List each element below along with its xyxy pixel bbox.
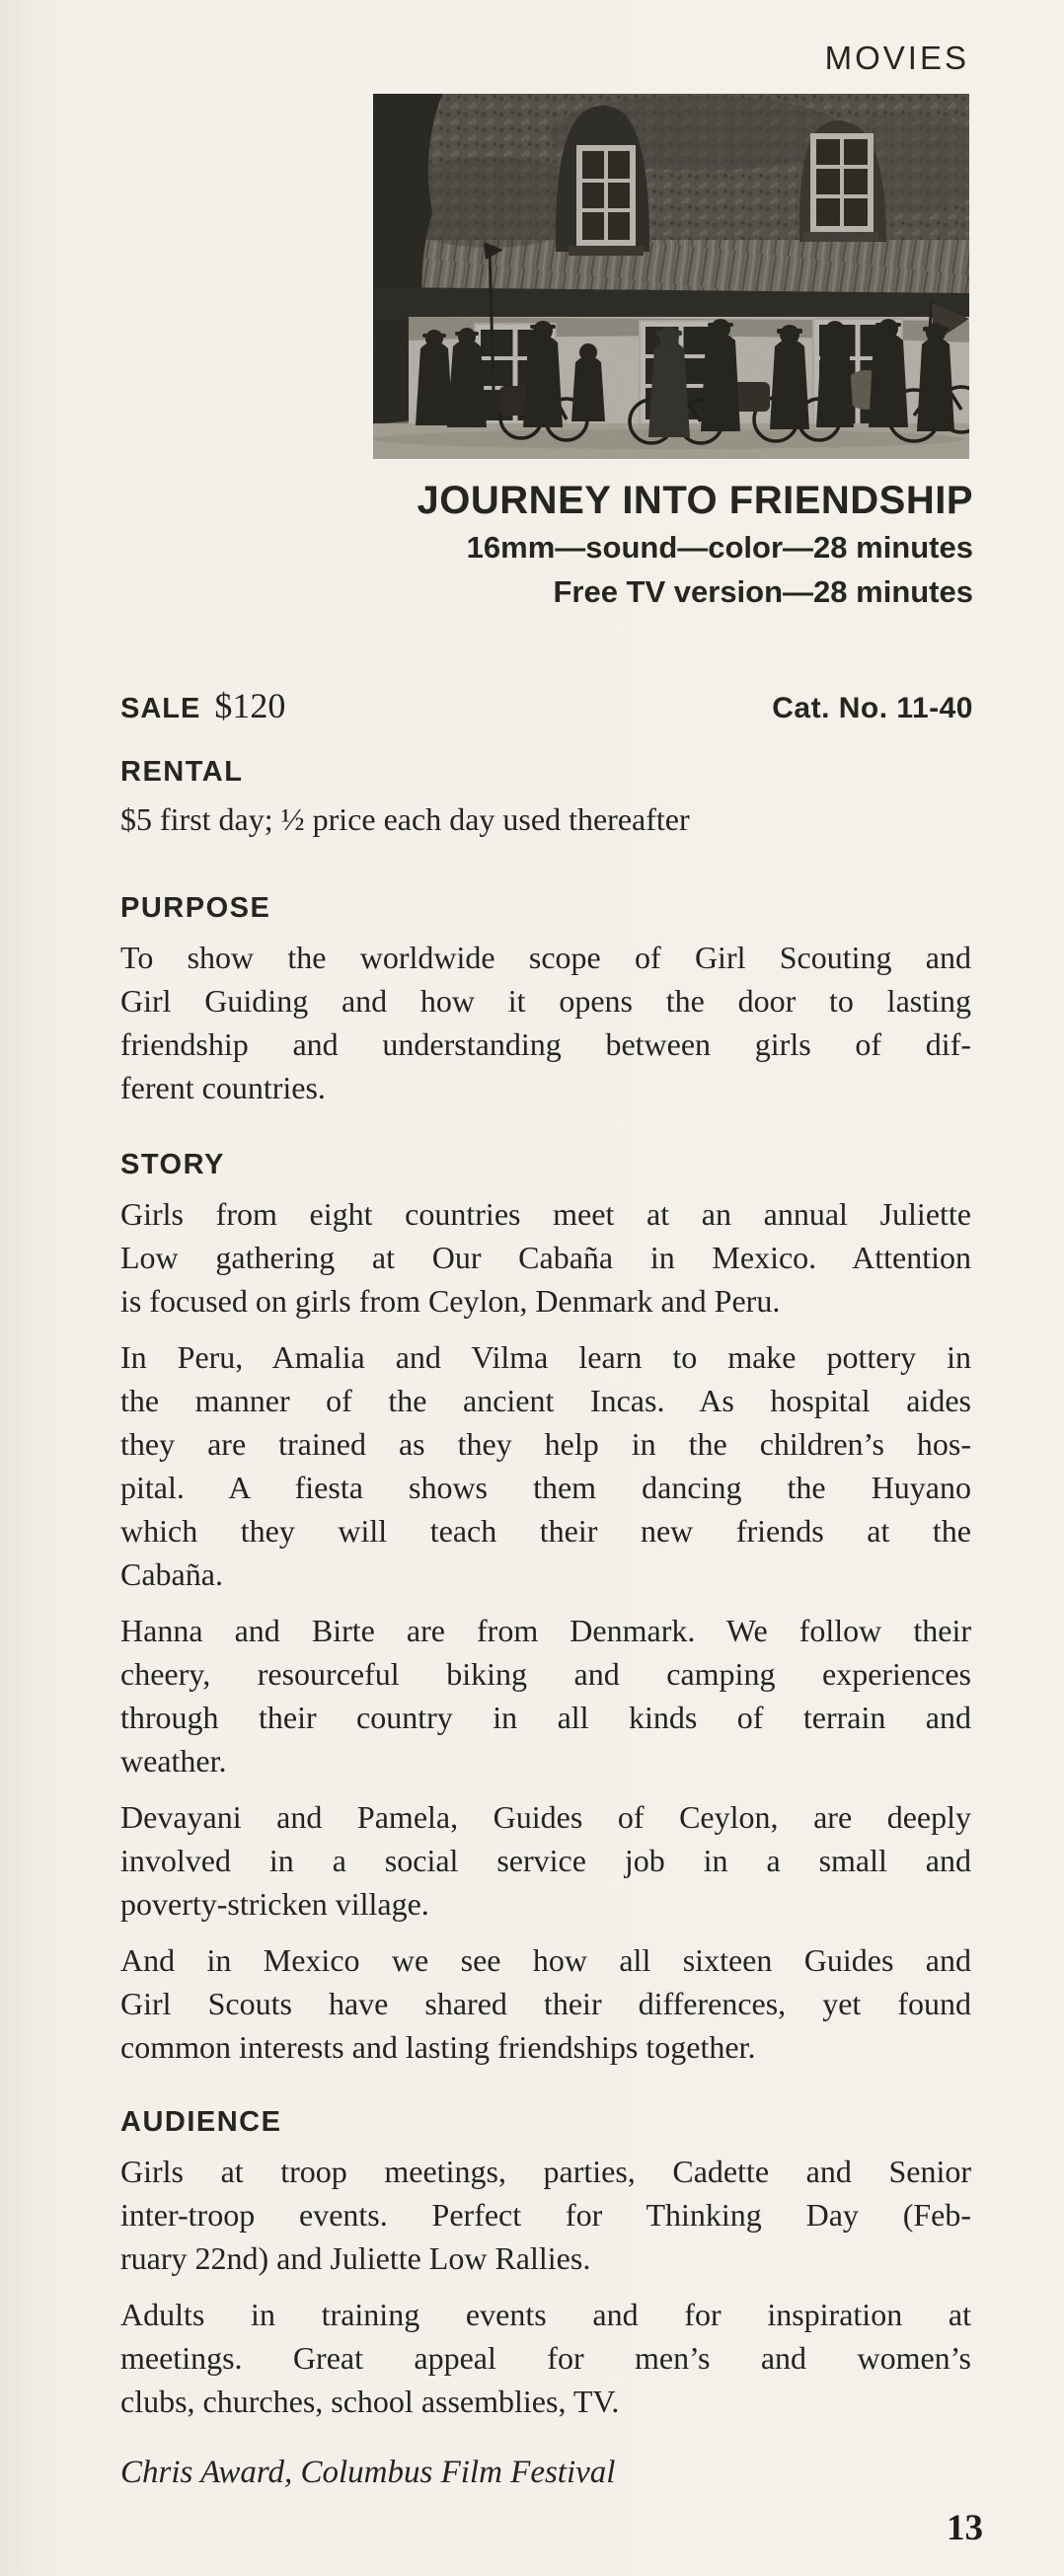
title-block (418, 476, 973, 614)
award-note: Chris Award, Columbus Film Festival (120, 2455, 616, 2490)
sale-info (120, 685, 285, 726)
film-title: JOURNEY INTO FRIENDSHIP (417, 479, 973, 522)
story-paragraph: Girls from eight countries meet at an annual Juliette Low gathering at Our Cabaña in Mexico. Attention is focused on girls from Ceylon, Denmark and Peru. (120, 1196, 971, 1319)
section-label: MOVIES (824, 39, 969, 76)
purpose-paragraph: To show the worldwide scope of Girl Scouting and Girl Guiding and how it opens the door to lasting friendship and understanding between girls of dif- ferent countries. (120, 940, 971, 1105)
catalog-number: Cat. No. 11-40 (772, 692, 973, 724)
audience-paragraph: Adults in training events and for inspiration at meetings. Great appeal for men’s and women’s clubs, churches, school assemblies, TV. (120, 2297, 971, 2419)
page-number: 13 (947, 2508, 983, 2548)
story-paragraph: And in Mexico we see how all sixteen Guides and Girl Scouts have shared their differences, yet found common interests and lasting friendships together. (120, 1942, 971, 2065)
rental-terms: $5 first day; ½ price each day used thereafter (120, 801, 690, 837)
story-paragraph: In Peru, Amalia and Vilma learn to make pottery in the manner of the ancient Incas. As hospital aides they are trained as they help in the children’s hos- pital. A fiesta shows them dancing the Huyano which they will teach their new friends at the Cabaña. (120, 1339, 971, 1592)
section-heading-rental: RENTAL (120, 756, 244, 788)
sale-price: $120 (214, 686, 286, 725)
film-tv-line: Free TV version—28 minutes (553, 574, 973, 609)
section-heading-story: STORY (120, 1149, 225, 1180)
film-still-photo (373, 94, 969, 459)
story-paragraph: Devayani and Pamela, Guides of Ceylon, are deeply involved in a social service job in a small and poverty-stricken village. (120, 1799, 971, 1922)
film-format-line: 16mm—sound—color—28 minutes (466, 530, 973, 565)
sale-row (120, 685, 973, 726)
story-paragraph: Hanna and Birte are from Denmark. We follow their cheery, resourceful biking and camping experiences through their country in all kinds of terrain and weather. (120, 1613, 971, 1779)
sale-label: SALE (120, 693, 201, 724)
text-column (120, 754, 971, 2494)
section-heading-purpose: PURPOSE (120, 892, 271, 924)
audience-paragraph: Girls at troop meetings, parties, Cadette and Senior inter-troop events. Perfect for Thinking Day (Feb- ruary 22nd) and Juliette Low Rallies. (120, 2154, 971, 2276)
cottage-bicycles-illustration (373, 94, 969, 459)
section-heading-audience: AUDIENCE (120, 2106, 282, 2138)
